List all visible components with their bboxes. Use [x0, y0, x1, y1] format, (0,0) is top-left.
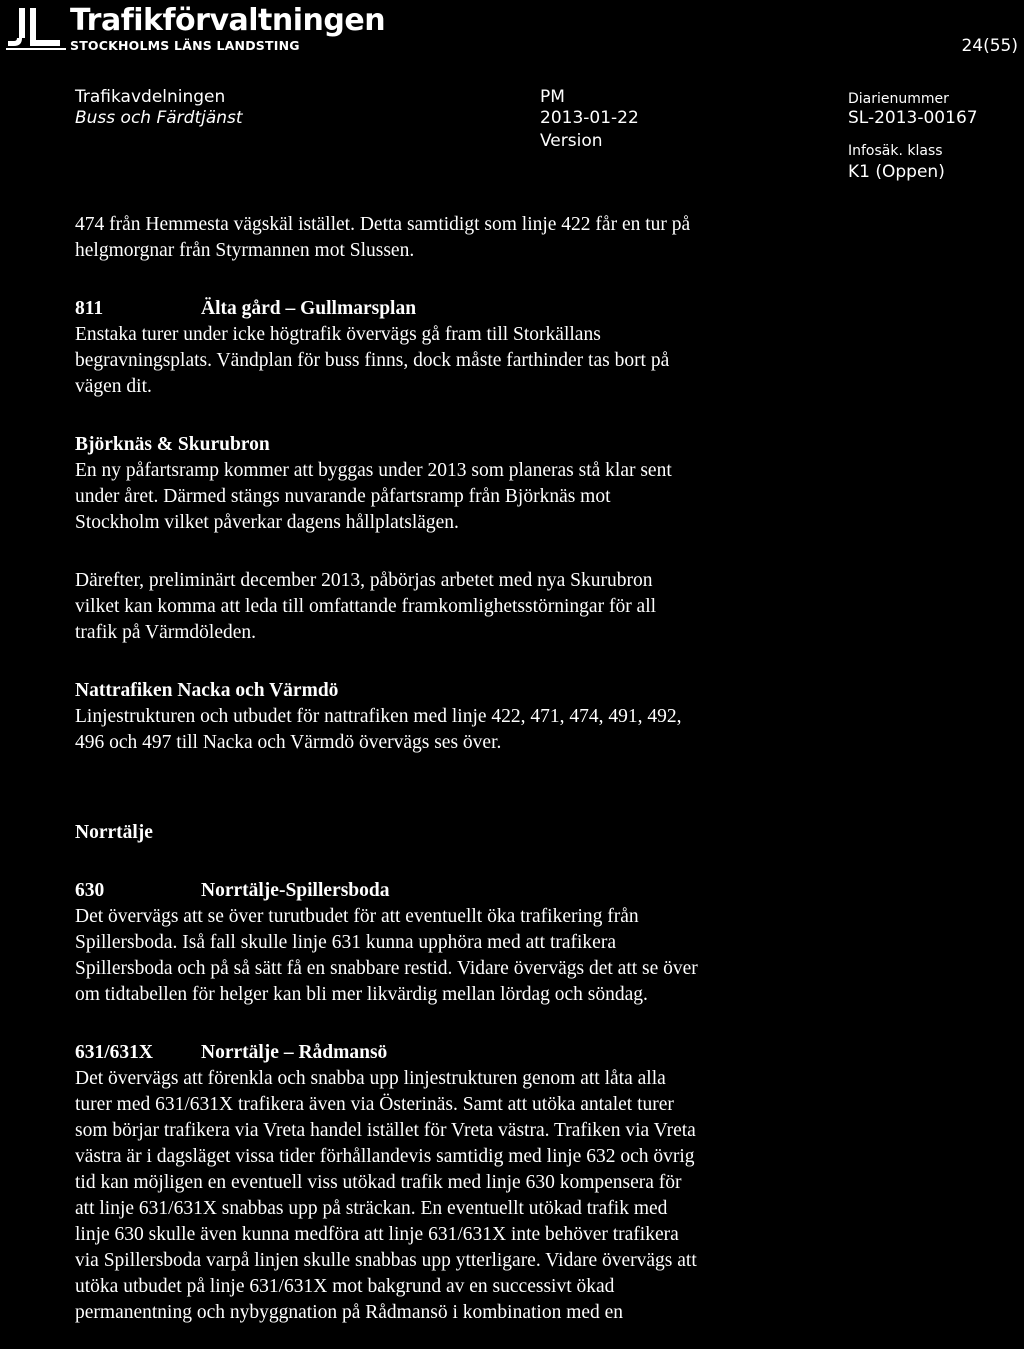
text-line: begravningsplats. Vändplan för buss finns, dock måste farthinder tas bort på [75, 350, 670, 371]
doc-type: PM [540, 87, 565, 107]
text-line: linje 630 skulle även kunna medföra att linje 631/631X inte behöver trafikera [75, 1224, 679, 1245]
text-line: västra är i dagsläget vissa tider förhållandevis samtidig med linje 632 och övrig [75, 1146, 695, 1167]
text-line: En ny påfartsramp kommer att byggas under 2013 som planeras stå klar sent [75, 460, 672, 481]
text-line: om tidtabellen för helger kan bli mer likvärdig mellan lördag och söndag. [75, 984, 648, 1005]
route-631-heading [75, 1040, 1005, 1066]
brand-subtitle: STOCKHOLMS LÄNS LANDSTING [70, 38, 300, 53]
route-630-heading [75, 878, 1005, 904]
norrtalje-heading: Norrtälje [75, 822, 153, 843]
text-line: vilket kan komma att leda till omfattande framkomlighetsstörningar för all [75, 596, 657, 617]
route-number: 631/631X [75, 1042, 153, 1063]
version-label: Version [540, 131, 603, 151]
text-line: 474 från Hemmesta vägskäl istället. Detta samtidigt som linje 422 får en tur på [75, 214, 691, 235]
section-heading: Nattrafiken Nacka och Värmdö [75, 680, 339, 701]
text-line: Enstaka turer under icke högtrafik övervägs gå fram till Storkällans [75, 324, 601, 345]
text-line: permanentning och nybyggnation på Rådmansö i kombination med en [75, 1302, 624, 1323]
text-line: trafik på Värmdöleden. [75, 622, 257, 643]
department: Trafikavdelningen [75, 87, 226, 107]
text-line: Spillersboda och på så sätt få en snabbare restid. Vidare övervägs det att se över [75, 958, 698, 979]
route-811-section [75, 290, 1005, 400]
text-line: Stockholm vilket påverkar dagens hållplatslägen. [75, 512, 459, 533]
text-line: utöka utbudet på linje 631/631X mot bakgrund av en successivt ökad [75, 1276, 615, 1297]
text-line: under året. Därmed stängs nuvarande påfartsramp från Björknäs mot [75, 486, 611, 507]
text-line: turer med 631/631X trafikera även via Österinäs. Samt att utöka antalet turer [75, 1094, 674, 1115]
route-630-section [75, 878, 1005, 1008]
security-value: K1 (Oppen) [848, 162, 945, 182]
text-line: 496 och 497 till Nacka och Värmdö övervägs ses över. [75, 732, 502, 753]
text-line: att linje 631/631X snabbas upp på sträckan. En eventuellt utökad trafik med [75, 1198, 668, 1219]
text-line: via Spillersboda varpå linjen skulle snabbas upp ytterligare. Vidare övervägs att [75, 1250, 697, 1271]
text-line: tid kan möjligen en eventuell viss utökad trafik med linje 630 kompensera för [75, 1172, 682, 1193]
page-number: 24(55) [961, 36, 1018, 56]
bjorknas-section [75, 426, 1005, 536]
route-title: Norrtälje-Spillersboda [201, 880, 390, 901]
text-line: Därefter, preliminärt december 2013, påbörjas arbetet med nya Skurubron [75, 570, 653, 591]
brand-name: Trafikförvaltningen [70, 3, 386, 38]
route-number: 811 [75, 298, 104, 319]
route-number: 630 [75, 880, 105, 901]
text-line: Det övervägs att förenkla och snabba upp linjestrukturen genom att låta alla [75, 1068, 666, 1089]
text-line: helgmorgnar från Styrmannen mot Slussen. [75, 240, 415, 261]
route-631-section [75, 1036, 1005, 1326]
text-line: Linjestrukturen och utbudet för nattrafiken med linje 422, 471, 474, 491, 492, [75, 706, 682, 727]
security-label: Infosäk. klass [848, 143, 943, 159]
doc-date: 2013-01-22 [540, 108, 639, 128]
diary-number: SL-2013-00167 [848, 108, 978, 128]
sll-logo-icon [6, 6, 66, 52]
unit: Buss och Färdtjänst [75, 108, 243, 128]
text-line: vägen dit. [75, 376, 152, 397]
nattrafiken-section [75, 672, 1005, 756]
skurubron-paragraph [75, 562, 1005, 646]
text-line: Spillersboda. Iså fall skulle linje 631 kunna upphöra med att trafikera [75, 932, 616, 953]
text-line: som börjar trafikera via Vreta handel istället för Vreta västra. Trafiken via Vreta [75, 1120, 696, 1141]
text-line: Det övervägs att se över turutbudet för att eventuellt öka trafikering från [75, 906, 639, 927]
route-title: Norrtälje – Rådmansö [201, 1042, 388, 1063]
section-heading: Björknäs & Skurubron [75, 434, 270, 455]
intro-paragraph [75, 212, 1005, 264]
route-811-heading [75, 296, 1005, 322]
document-body [75, 212, 1005, 1326]
route-title: Älta gård – Gullmarsplan [201, 298, 417, 319]
diary-label: Diarienummer [848, 91, 949, 107]
